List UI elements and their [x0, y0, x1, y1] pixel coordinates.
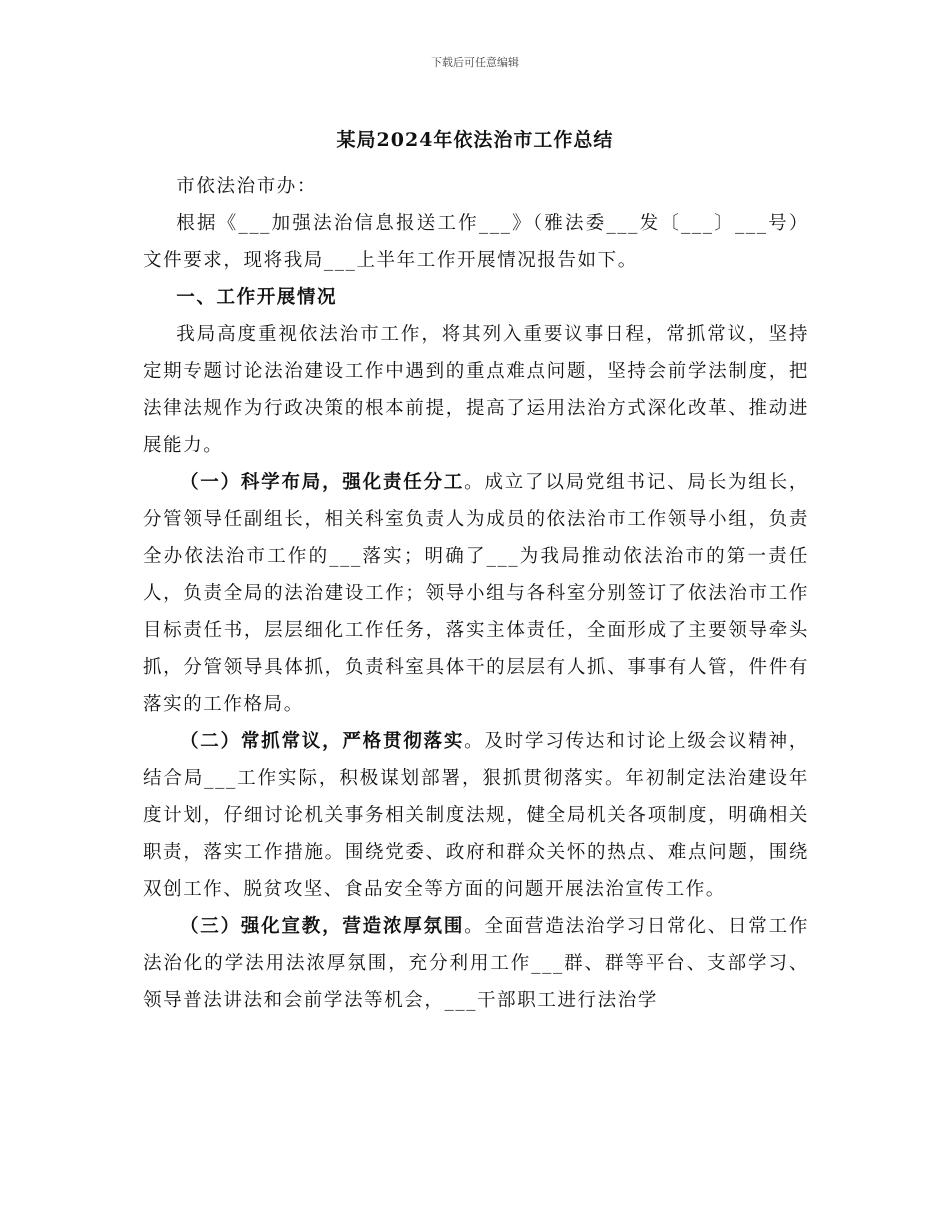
item-text-2: 。及时学习传达和讨论上级会议精神，结合局___工作实际，积极谋划部署，狠抓贯彻落实。年初制定法治建设年度计划，仔细讨论机关事务相关制度法规，健全局机关各项制度，明确相关职责，落实工作措施。围绕党委、政府和群众关怀的热点、难点问题，围绕双创工作、脱贫攻坚、食品安全等方面的问题开展法治宣传工作。 [143, 731, 809, 900]
intro-paragraph: 根据《___加强法治信息报送工作___》（雅法委___发〔___〕___号）文件要求，现将我局___上半年工作开展情况报告如下。 [143, 213, 809, 271]
salutation: 市依法治市办： [176, 176, 317, 197]
section-heading: 一、工作开展情况 [176, 287, 338, 308]
item-lead-3: （三）强化宣教，营造浓厚氛围 [180, 916, 465, 937]
item-paragraph-1 [143, 464, 809, 723]
item-lead-2: （二）常抓常议，严格贯彻落实 [180, 731, 465, 752]
section-paragraph: 我局高度重视依法治市工作，将其列入重要议事日程，常抓常议，坚持定期专题讨论法治建设工作中遇到的重点难点问题，坚持会前学法制度，把法律法规作为行政决策的根本前提，提高了运用法治方式深化改革、推动进展能力。 [143, 324, 809, 456]
item-paragraph-3 [143, 908, 809, 1019]
item-text-1: 。成立了以局党组书记、局长为组长，分管领导任副组长，相关科室负责人为成员的依法治市工作领导小组，负责全办依法治市工作的___落实；明确了___为我局推动依法治市的第一责任人，负责全局的法治建设工作；领导小组与各科室分别签订了依法治市工作目标责任书，层层细化工作任务，落实主体责任，全面形成了主要领导牵头抓，分管领导具体抓，负责科室具体干的层层有人抓、事事有人管，件件有落实的工作格局。 [143, 472, 809, 715]
document-title: 某局2024年依法治市工作总结 [336, 129, 614, 151]
item-text-3: 。全面营造法治学习日常化、日常工作法治化的学法用法浓厚氛围，充分利用工作___群、群等平台、支部学习、领导普法讲法和会前学法等机会，___干部职工进行法治学 [143, 916, 809, 1011]
page-header-note: 下载后可任意编辑 [431, 56, 519, 69]
item-paragraph-2 [143, 723, 809, 908]
item-lead-1: （一）科学布局，强化责任分工 [180, 472, 465, 493]
document-body [143, 168, 809, 1019]
